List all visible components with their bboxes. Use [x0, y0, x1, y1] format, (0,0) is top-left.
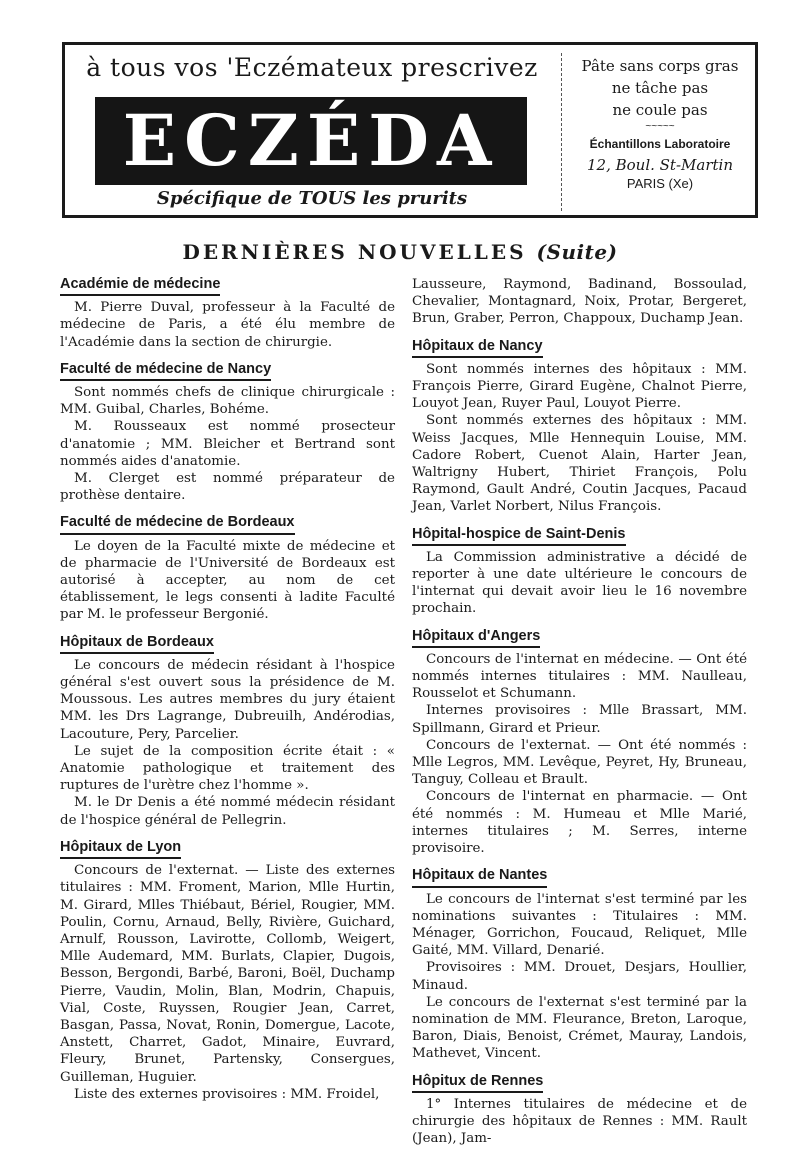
news-section [412, 628, 747, 858]
section-paragraph: Le sujet de la composition écrite était : « Anatomie pathologique et traitement des ruptures de l'urètre chez l'homme ». [60, 743, 395, 794]
ad-brand-name: ECZÉDA [95, 97, 527, 185]
left-column [60, 276, 395, 1113]
section-paragraph: Sont nommés externes des hôpitaux : MM. Weiss Jacques, Mlle Hennequin Louise, MM. Cadore Robert, Cuenot Alain, Harter Jean, Waltrigny Hubert, Thiriet François, Polu Raymond, Gault André, Coutin Jacques, Pacaud Jean, Varlet Norbert, Nilus François. [412, 413, 747, 515]
section-paragraph: Internes provisoires : Mlle Brassart, MM. Spillmann, Girard et Prieur. [412, 703, 747, 736]
section-paragraph: Le concours de l'internat s'est terminé par les nominations suivantes : Titulaires : MM. Ménager, Gorrichon, Foucaud, Reliquet, Mlle Gaité, MM. Villard, Denarié. [412, 891, 747, 959]
ad-tagline: Spécifique de TOUS les prurits [156, 188, 468, 209]
ad-headline: à tous vos 'Eczémateux prescrivez [86, 53, 538, 82]
section-paragraph: Provisoires : MM. Drouet, Desjars, Houllier, Minaud. [412, 960, 747, 993]
section-heading: Hôpitaux de Bordeaux [60, 634, 214, 654]
ad-address: 12, Boul. St-Martin [586, 156, 733, 174]
news-section [60, 361, 395, 505]
ad-divider [561, 53, 562, 211]
continued-text [412, 276, 747, 328]
ad-side-panel [565, 55, 755, 193]
section-heading: Hôpitaux d'Angers [412, 628, 540, 648]
section-paragraph: Concours de l'externat. — Ont été nommés : Mlle Legros, MM. Levêque, Peyret, Hy, Bruneau, Tanguy, Colleau et Brault. [412, 737, 747, 788]
section-paragraph: Concours de l'internat en médecine. — Ont été nommés internes titulaires : MM. Naulleau, Rousselot et Schumann. [412, 651, 747, 702]
section-paragraph: M. Pierre Duval, professeur à la Faculté de médecine de Paris, a été élu membre de l'Académie dans la section de chirurgie. [60, 300, 395, 350]
section-paragraph: Liste des externes provisoires : MM. Froidel, [74, 1086, 380, 1102]
section-heading: Hôpitaux de Nantes [412, 867, 547, 887]
eczeda-advertisement [62, 42, 758, 218]
right-column [412, 276, 747, 1157]
news-section [412, 1073, 747, 1148]
section-heading: Hôpitux de Rennes [412, 1073, 543, 1093]
section-paragraph: M. Rousseaux est nommé prosecteur d'anatomie ; MM. Bleicher et Bertrand sont nommés aides d'anatomie. [60, 419, 395, 469]
news-section [412, 526, 747, 618]
section-paragraph: La Commission administrative a décidé de reporter à une date ultérieure le concours de l'internat qui devait avoir lieu le 16 novembre prochain. [412, 549, 747, 617]
section-heading: Hôpitaux de Lyon [60, 839, 181, 859]
section-heading: Hôpital-hospice de Saint-Denis [412, 526, 626, 546]
section-paragraph: 1° Internes titulaires de médecine et de chirurgie des hôpitaux de Rennes : MM. Rault (Jean), Jam- [412, 1096, 747, 1147]
ad-main-panel [65, 45, 559, 215]
news-section [60, 634, 395, 829]
section-paragraph: M. le Dr Denis a été nommé médecin résidant de l'hospice général de Pellegrin. [60, 795, 395, 828]
news-section [412, 867, 747, 1062]
section-paragraph: Le concours de l'externat s'est terminé par la nomination de MM. Fleurance, Breton, Laroque, Baron, Diais, Benoist, Crémet, Mauray, Landois, Mathevet, Vincent. [412, 994, 747, 1062]
section-paragraph: Concours de l'internat en pharmacie. — Ont été nommés : M. Humeau et Mlle Marié, internes titulaires ; M. Serres, interne provisoire. [412, 789, 747, 857]
news-section [60, 514, 395, 623]
ad-feature-line: ne tâche pas [611, 79, 709, 97]
page-title-suffix: (Suite) [536, 240, 618, 264]
news-section [412, 338, 747, 516]
section-heading: Faculté de médecine de Bordeaux [60, 514, 295, 534]
ad-ornament: ~~~~~ [645, 121, 675, 132]
section-paragraph: M. Clerget est nommé préparateur de prothèse dentaire. [60, 471, 395, 504]
section-heading: Faculté de médecine de Nancy [60, 361, 271, 381]
ad-feature-line: ne coule pas [612, 101, 708, 119]
ad-feature-line: Pâte sans corps gras [581, 57, 739, 75]
ad-city: PARIS (Xe) [626, 176, 694, 191]
continued-paragraph: Lausseure, Raymond, Badinand, Bossoulad, Chevalier, Montagnard, Noix, Protar, Bergeret, Brun, Graber, Perron, Chappoux, Duchamp Jean. [412, 277, 747, 327]
news-section [60, 276, 395, 351]
section-paragraph: Sont nommés chefs de clinique chirurgicale : MM. Guibal, Charles, Bohéme. [60, 385, 395, 418]
section-heading: Hôpitaux de Nancy [412, 338, 543, 358]
page-title-main: DERNIÈRES NOUVELLES [182, 240, 527, 264]
ad-samples: Échantillons Laboratoire [589, 137, 731, 151]
section-paragraph: Le doyen de la Faculté mixte de médecine et de pharmacie de l'Université de Bordeaux est autorisé à accepter, au nom de cet établissement, le legs consenti à ladite Faculté par M. le professeur Bergonié. [60, 538, 395, 623]
page-title [0, 240, 800, 264]
section-heading: Académie de médecine [60, 276, 220, 296]
section-paragraph: Sont nommés internes des hôpitaux : MM. François Pierre, Girard Eugène, Chalnot Pierre, Louyot Jean, Ruyer Paul, Louyot Pierre. [412, 361, 747, 412]
section-paragraph: Concours de l'externat. — Liste des externes titulaires : MM. Froment, Marion, Mlle Hurtin, M. Girard, Mlles Thiébaut, Bériel, Rougier, MM. Poulin, Cornu, Arnaud, Belly, Rivière, Guichard, Arnulf, Rousson, Lavirotte, Collomb, Weigert, Mlle Audemard, MM. Burlats, Clapier, Dugois, Besson, Bergondi, Barbé, Baroni, Boël, Duchamp Pierre, Vaudin, Molin, Blan, Modrin, Chapuis, Vial, Coste, Ruyssen, Rougier Jean, Carret, Basgan, Passa, Novat, Ronin, Domergue, Lacote, Anstett, Charret, Gadot, Minaire, Euvrard, Fleury, Brunet, Partensky, Consergues, Guilleman, Huguier. [60, 863, 395, 1085]
section-paragraph: Le concours de médecin résidant à l'hospice général s'est ouvert sous la présidence de M. Moussous. Les autres membres du jury étaient MM. les Drs Lagrange, Dubreuilh, Andérodias, Lacouture, Pery, Parcelier. [60, 657, 395, 742]
news-section [60, 839, 395, 1103]
